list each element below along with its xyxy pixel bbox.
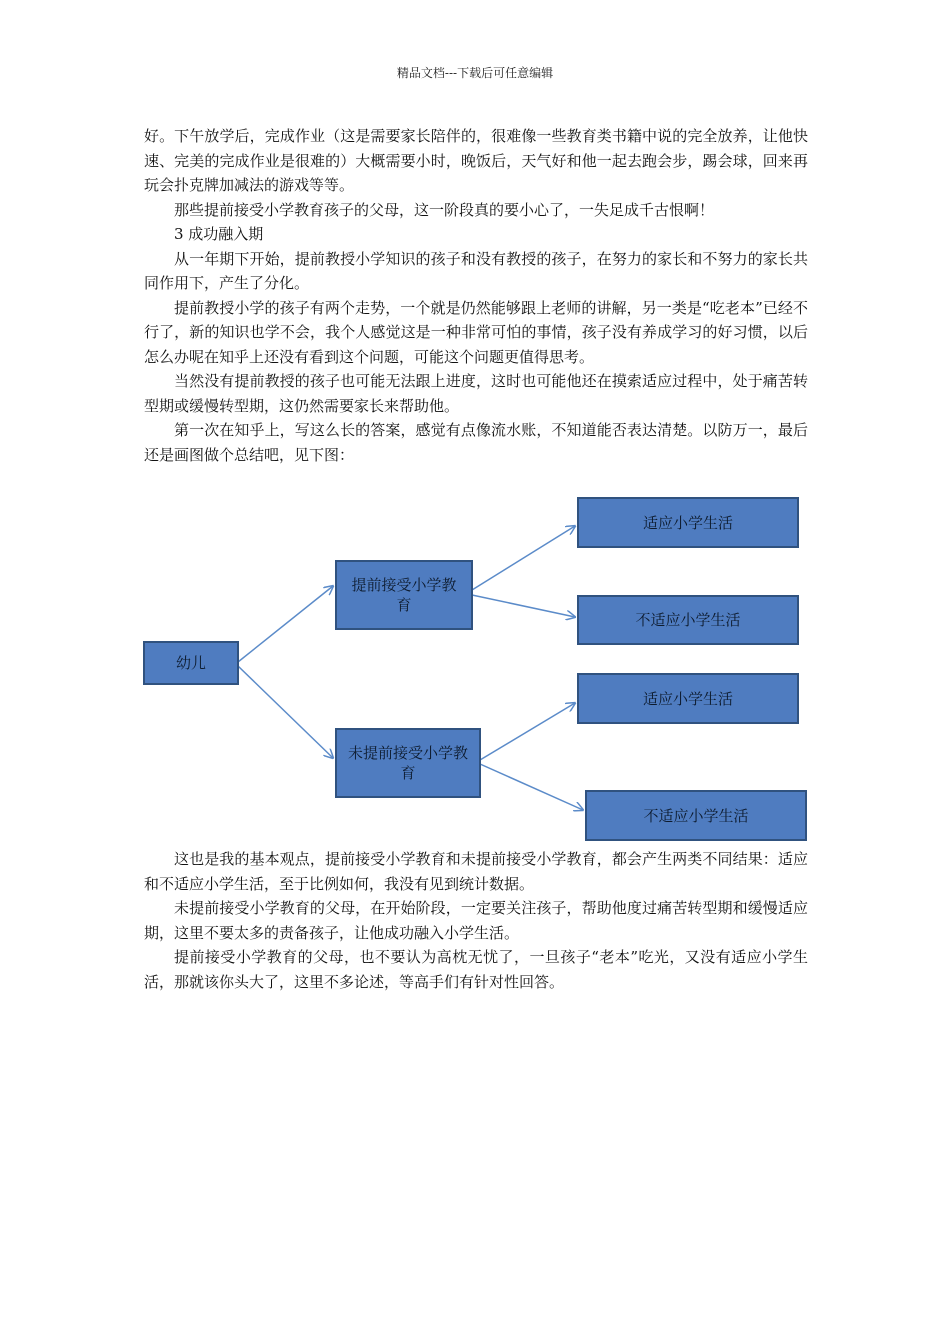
node-label: 适应小学生活 bbox=[642, 513, 733, 532]
paragraph: 当然没有提前教授的孩子也可能无法跟上进度，这时也可能他还在摸索适应过程中，处于痛苦转型期或缓慢转型期，这仍然需要家长来帮助他。 bbox=[144, 372, 808, 415]
body-text-top bbox=[144, 124, 808, 467]
paragraph: 第一次在知乎上，写这么长的答案，感觉有点像流水账，不知道能否表达清楚。以防万一，最后还是画图做个总结吧，见下图： bbox=[144, 421, 808, 464]
node-root bbox=[143, 641, 239, 685]
node-label: 不适应小学生活 bbox=[643, 806, 749, 825]
node-early-education bbox=[335, 560, 473, 630]
node-a-not-adapt bbox=[577, 595, 799, 645]
arrow-b-to-not-adapt bbox=[480, 764, 583, 810]
node-no-early-education bbox=[335, 728, 481, 798]
node-b-adapt bbox=[577, 673, 799, 724]
node-label: 不适应小学生活 bbox=[635, 611, 741, 629]
node-label: 适应小学生活 bbox=[642, 689, 733, 708]
paragraph: 提前教授小学的孩子有两个走势，一个就是仍然能够跟上老师的讲解，另一类是“吃老本”已经不行了，新的知识也学不会，我个人感觉这是一种非常可怕的事情，孩子没有养成学习的好习惯，以后怎么办呢在知乎上还没有看到这个问题，可能这个问题更值得思考。 bbox=[144, 298, 808, 366]
node-label: 幼儿 bbox=[175, 654, 206, 672]
node-label: 未提前接受小学教育 bbox=[348, 744, 469, 782]
section-heading: 3 成功融入期 bbox=[174, 225, 264, 243]
node-label: 提前接受小学教育 bbox=[351, 576, 457, 614]
arrow-root-to-a bbox=[238, 586, 333, 662]
node-b-not-adapt bbox=[585, 790, 807, 841]
paragraph: 那些提前接受小学教育孩子的父母，这一阶段真的要小心了，一失足成千古恨啊！ bbox=[174, 200, 715, 219]
arrow-a-to-not-adapt bbox=[472, 595, 575, 617]
arrow-b-to-adapt bbox=[480, 703, 575, 760]
paragraph: 未提前接受小学教育的父母，在开始阶段，一定要关注孩子，帮助他度过痛苦转型期和缓慢适应期，这里不要太多的责备孩子，让他成功融入小学生活。 bbox=[144, 899, 808, 942]
node-a-adapt bbox=[577, 497, 799, 548]
paragraph: 从一年期下开始，提前教授小学知识的孩子和没有教授的孩子，在努力的家长和不努力的家长共同作用下，产生了分化。 bbox=[144, 249, 808, 292]
arrow-root-to-b bbox=[238, 666, 333, 758]
body-text-bottom bbox=[144, 847, 808, 994]
paragraph: 好。下午放学后，完成作业（这是需要家长陪伴的，很难像一些教育类书籍中说的完全放养，让他快速、完美的完成作业是很难的）大概需要小时，晚饭后，天气好和他一起去跑会步，踢会球，回来再玩会扑克牌加减法的游戏等等。 bbox=[144, 127, 808, 194]
page-header: 精品文档---下载后可任意编辑 bbox=[396, 66, 554, 80]
arrow-a-to-adapt bbox=[472, 526, 575, 590]
paragraph: 提前接受小学教育的父母，也不要认为高枕无忧了，一旦孩子“老本”吃光，又没有适应小学生活，那就该你头大了，这里不多论述，等高手们有针对性回答。 bbox=[144, 948, 808, 991]
paragraph: 这也是我的基本观点，提前接受小学教育和未提前接受小学教育，都会产生两类不同结果：适应和不适应小学生活，至于比例如何，我没有见到统计数据。 bbox=[144, 850, 808, 893]
